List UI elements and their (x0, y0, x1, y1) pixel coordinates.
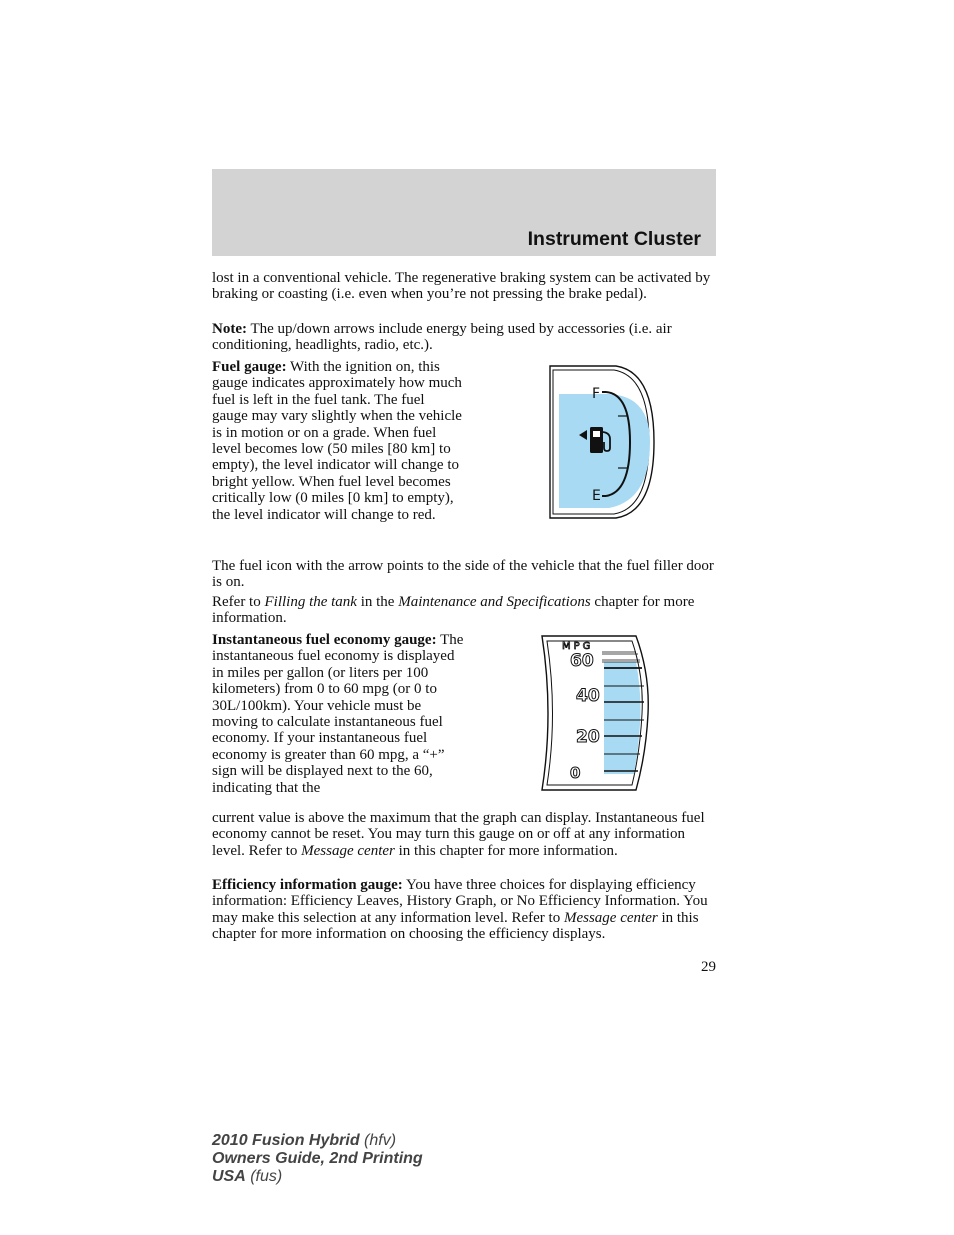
paragraph-efficiency (212, 877, 716, 943)
page-number: 29 (701, 959, 716, 975)
instantaneous-continued-text: current value is above the maximum that the graph can display. Instantaneous fuel economy cannot be reset. You may turn this gauge on or off at any information level. Refer to (212, 810, 705, 859)
mpg-gauge-illustration (540, 634, 652, 792)
message-center-link: Message center (563, 909, 658, 926)
section-title: Instrument Cluster (527, 228, 701, 250)
fuel-gauge-illustration (546, 362, 656, 522)
mpg-level-fill (604, 662, 641, 774)
efficiency-label: Efficiency information gauge: (212, 877, 403, 893)
refer-text: in the (356, 594, 399, 610)
note-text: The up/down arrows include energy being used by accessories (i.e. air conditioning, headlights, radio, etc.). (212, 321, 672, 354)
footer-model-code: (hfv) (359, 1132, 397, 1149)
fuel-gauge-text: With the ignition on, this gauge indicates approximately how much fuel is left in the fuel tank. The fuel gauge may vary slightly when the vehicle is in motion or on a grade. When fuel level becomes low (50 miles [80 km] to empty), the level indicator will change to bright yellow. When fuel level becomes critically low (0 miles [0 km] to empty), the level indicator will change to red. (212, 359, 462, 523)
paragraph-regenerative (212, 270, 716, 303)
fuel-gauge-label: Fuel gauge: (212, 359, 287, 375)
mpg-tick-0: 0 (570, 764, 581, 782)
filling-the-tank-link: Filling the tank (264, 594, 357, 610)
mpg-title: MPG (562, 641, 594, 652)
footer-market-code: (fus) (245, 1168, 283, 1186)
footer-line (212, 1150, 423, 1168)
maintenance-specifications-link: Maintenance and Specifications (398, 594, 591, 610)
footer-guide: Owners Guide, 2nd Printing (212, 1150, 423, 1168)
paragraph-refer (212, 594, 716, 627)
mpg-tick-20: 20 (576, 727, 600, 747)
message-center-link: Message center (301, 842, 395, 859)
paragraph-fuel-gauge (212, 359, 464, 523)
instantaneous-fuel-label: Instantaneous fuel economy gauge: (212, 632, 437, 648)
fuel-empty-label: E (592, 488, 601, 504)
header-band (212, 169, 716, 256)
mpg-tick-40: 40 (576, 686, 600, 706)
efficiency-text: in this chapter for more information on choosing the efficiency displays. (212, 909, 699, 943)
refer-text: Refer to (212, 594, 265, 610)
footer-line (212, 1168, 423, 1186)
fuel-full-label: F (592, 386, 601, 402)
note-label: Note: (212, 321, 247, 337)
instantaneous-continued-text: in this chapter for more information. (394, 842, 618, 859)
instantaneous-fuel-text: The instantaneous fuel economy is displayed in miles per gallon (or liters per 100 kilometers) from 0 to 60 mpg (or 0 to 30L/100km). Your vehicle must be moving to calculate instantaneous fuel economy. If your instantaneous fuel economy is greater than 60 mpg, a “+” sign will be displayed next to the 60, indicating that the (212, 632, 464, 796)
paragraph-text: lost in a conventional vehicle. The regenerative braking system can be activated by braking or coasting (i.e. even when you’re not pressing the brake pedal). (212, 270, 711, 303)
fuel-icon-text: The fuel icon with the arrow points to the side of the vehicle that the fuel filler door is on. (212, 558, 714, 591)
footer-market: USA (212, 1168, 246, 1186)
footer (212, 1132, 423, 1187)
efficiency-text: You have three choices for displaying efficiency information: Efficiency Leaves, History Graph, or No Efficiency Information. You may make this selection at any information level. Refer to (212, 877, 708, 926)
footer-line (212, 1132, 423, 1150)
paragraph-fuel-icon (212, 558, 716, 591)
mpg-tick-60: 60 (570, 651, 594, 671)
footer-model: 2010 Fusion Hybrid (212, 1132, 360, 1149)
refer-text: chapter for more information. (212, 594, 695, 627)
paragraph-note (212, 321, 716, 354)
paragraph-instantaneous-continued (212, 810, 716, 859)
paragraph-instantaneous-fuel (212, 632, 464, 796)
